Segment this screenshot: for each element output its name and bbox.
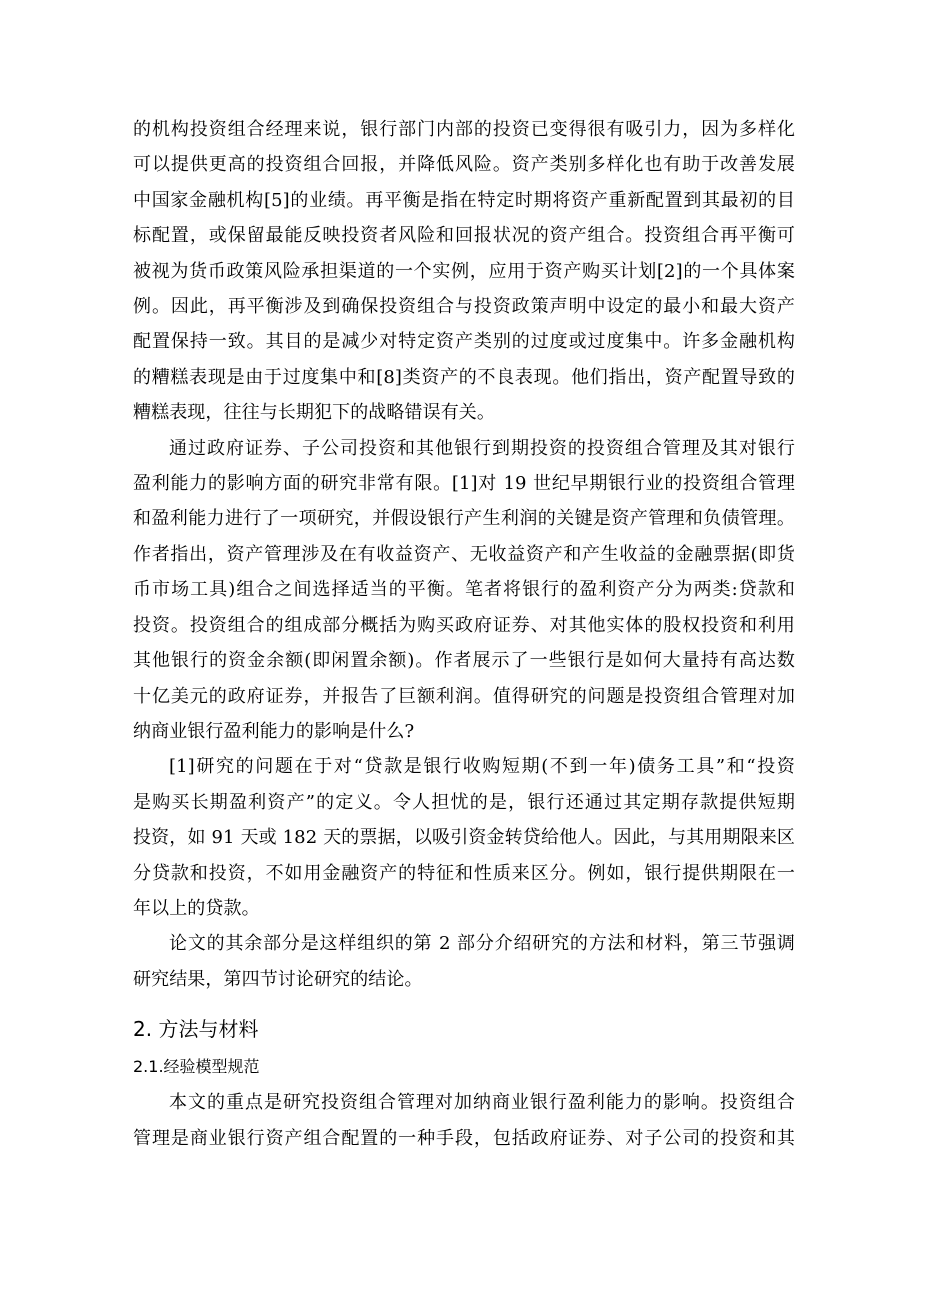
paragraph-3 (133, 749, 795, 926)
text-line: 中国家金融机构[5]的业绩。再平衡是指在特定时期将资产重新配置到其最初的目 (133, 189, 795, 211)
text-line: 标配置，或保留最能反映投资者风险和回报状况的资产组合。投资组合再平衡可 (133, 225, 795, 247)
text-line: 盈利能力的影响方面的研究非常有限。[1]对 19 世纪早期银行业的投资组合管理 (133, 473, 795, 495)
text-line: 作者指出，资产管理涉及在有收益资产、无收益资产和产生收益的金融票据(即货 (133, 543, 795, 565)
text-line: 配置保持一致。其目的是减少对特定资产类别的过度或过度集中。许多金融机构 (133, 331, 795, 353)
text-line: 十亿美元的政府证券，并报告了巨额利润。值得研究的问题是投资组合管理对加 (133, 685, 795, 707)
text-line: 本文的重点是研究投资组合管理对加纳商业银行盈利能力的影响。投资组合 (169, 1092, 795, 1114)
paper-page (133, 112, 795, 1156)
text-line: 是购买长期盈利资产”的定义。令人担忧的是，银行还通过其定期存款提供短期 (133, 791, 795, 813)
text-line: 币市场工具)组合之间选择适当的平衡。笔者将银行的盈利资产分为两类:贷款和 (133, 579, 795, 601)
paragraph-1 (133, 112, 795, 431)
text-line: 被视为货币政策风险承担渠道的一个实例，应用于资产购买计划[2]的一个具体案 (133, 260, 795, 282)
text-line: 的机构投资组合经理来说，银行部门内部的投资已变得很有吸引力，因为多样化 (133, 119, 795, 140)
paragraph-5 (133, 1085, 795, 1156)
subsection-heading: 2.1.经验模型规范 (133, 1057, 260, 1077)
text-line: 投资。投资组合的组成部分概括为购买政府证券、对其他实体的股权投资和利用 (133, 614, 795, 636)
text-line: 管理是商业银行资产组合配置的一种手段，包括政府证券、对子公司的投资和其 (133, 1127, 795, 1149)
text-line: 分贷款和投资，不如用金融资产的特征和性质来区分。例如，银行提供期限在一 (133, 862, 795, 884)
text-line: 可以提供更高的投资组合回报，并降低风险。资产类别多样化也有助于改善发展 (133, 154, 795, 176)
text-line: 的糟糕表现是由于过度集中和[8]类资产的不良表现。他们指出，资产配置导致的 (133, 366, 795, 388)
text-line: 年以上的贷款。 (133, 897, 260, 919)
paragraph-4 (133, 926, 795, 997)
text-line: 和盈利能力进行了一项研究，并假设银行产生利润的关键是资产管理和负债管理。 (133, 508, 795, 530)
text-line: 糟糕表现，往往与长期犯下的战略错误有关。 (133, 402, 495, 424)
text-line: 通过政府证券、子公司投资和其他银行到期投资的投资组合管理及其对银行 (169, 437, 795, 459)
paragraph-2 (133, 431, 795, 750)
text-line: 投资，如 91 天或 182 天的票据，以吸引资金转贷给他人。因此，与其用期限来区 (133, 827, 795, 849)
text-line: 论文的其余部分是这样组织的第 2 部分介绍研究的方法和材料，第三节强调 (169, 933, 795, 955)
text-line: [1]研究的问题在于对“贷款是银行收购短期(不到一年)债务工具”和“投资 (169, 756, 795, 778)
text-line: 纳商业银行盈利能力的影响是什么? (133, 720, 415, 742)
text-line: 其他银行的资金余额(即闲置余额)。作者展示了一些银行是如何大量持有高达数 (133, 650, 795, 672)
section-heading: 2. 方法与材料 (133, 1017, 259, 1042)
text-line: 研究结果，第四节讨论研究的结论。 (133, 968, 423, 990)
text-line: 例。因此，再平衡涉及到确保投资组合与投资政策声明中设定的最小和最大资产 (133, 296, 795, 318)
